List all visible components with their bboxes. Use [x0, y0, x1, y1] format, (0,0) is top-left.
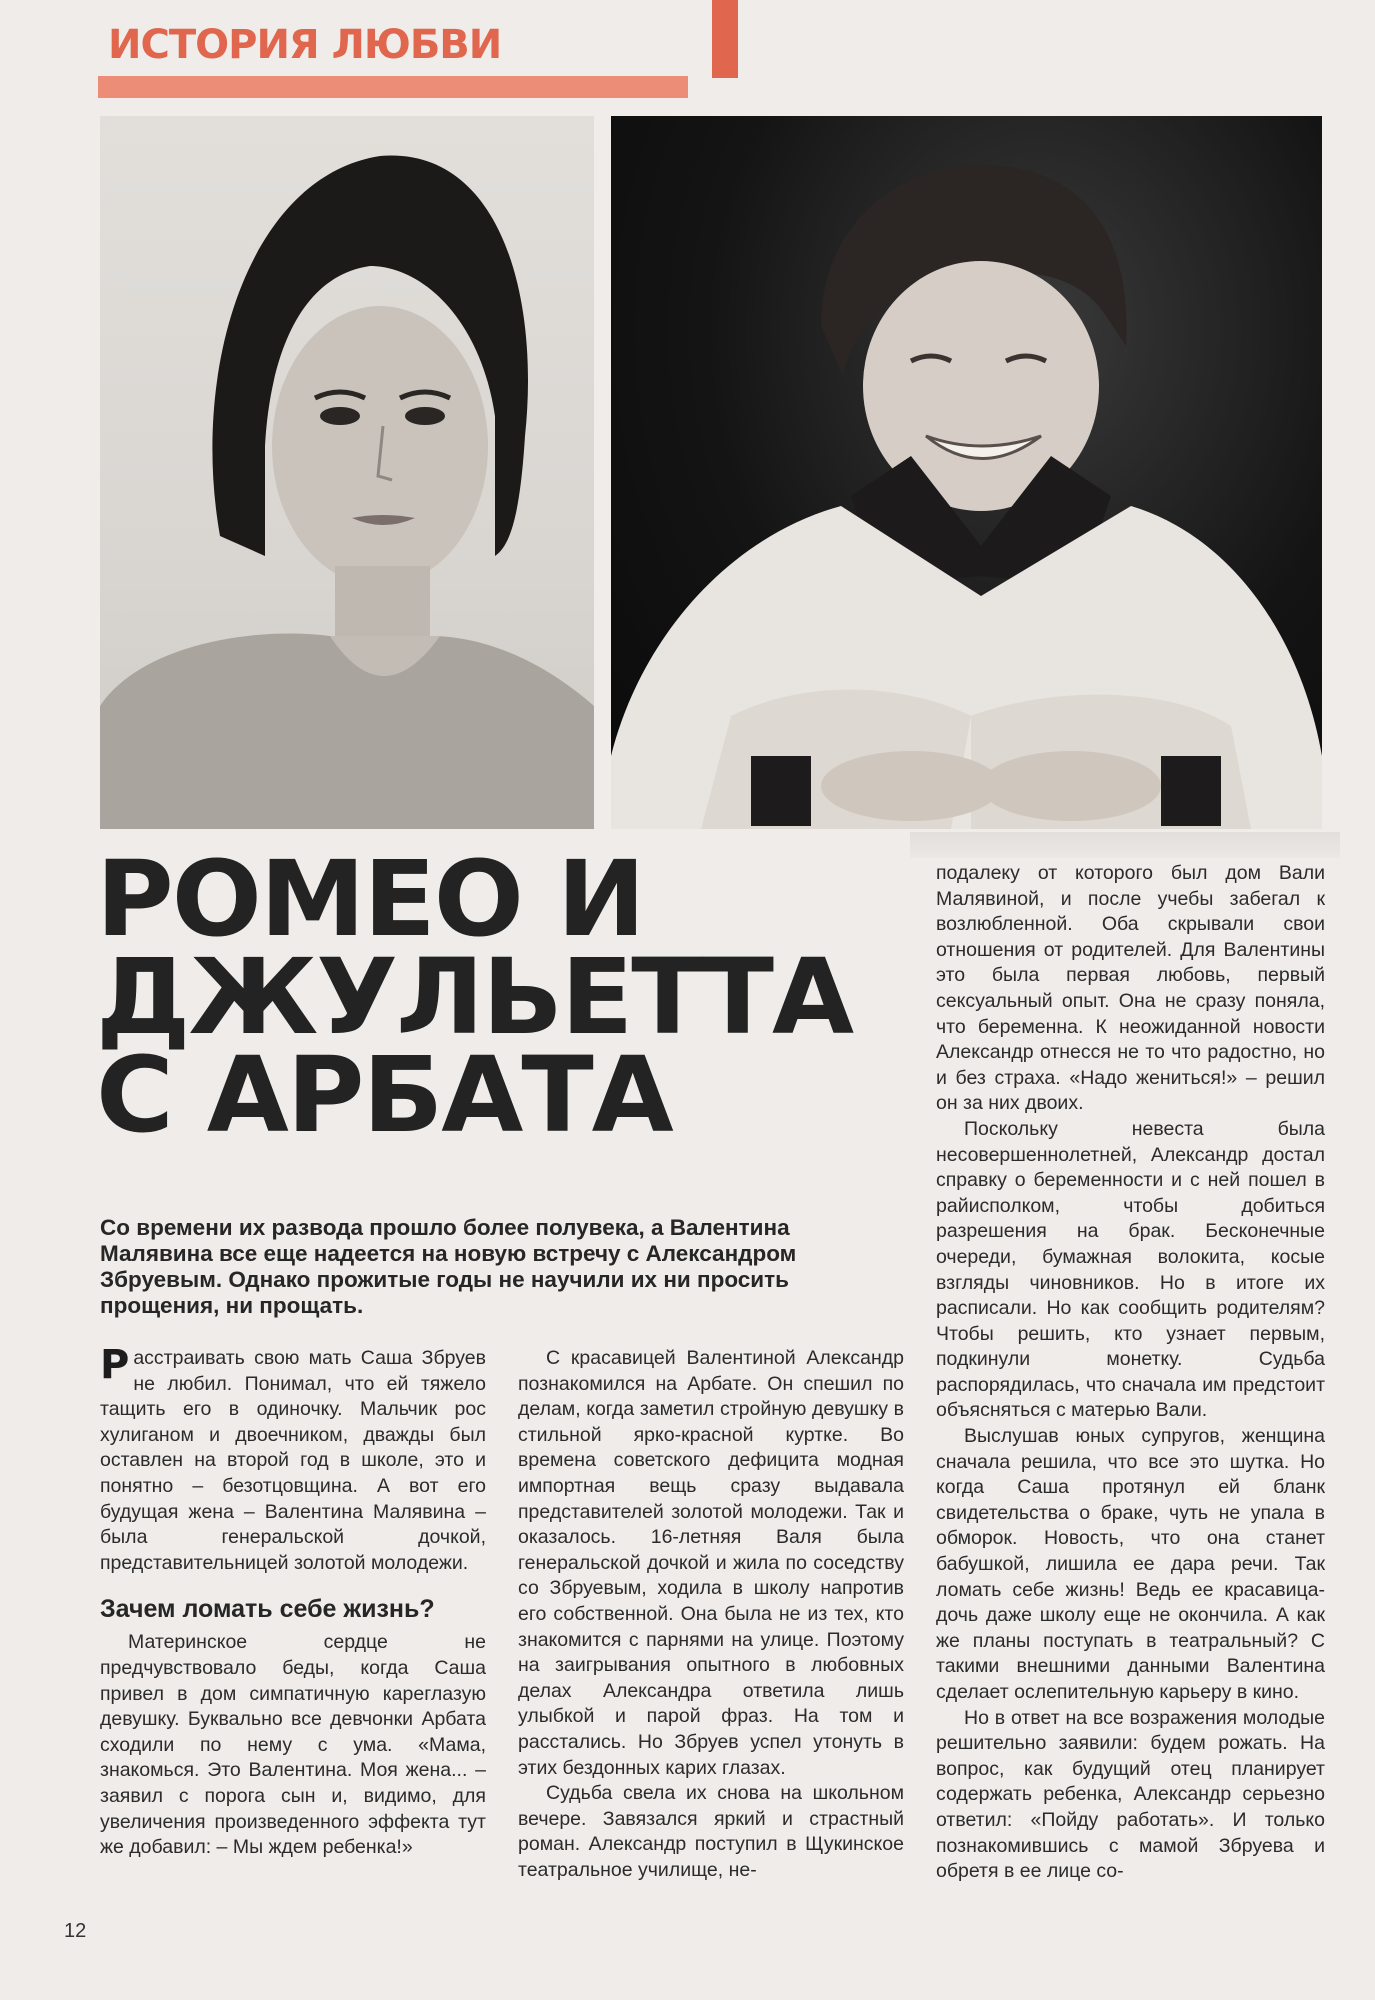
column-3-paragraph-2: Поскольку невеста была несовершеннолетней, Александр достал справку о беременности и с ней пошел в райисполком, чтобы добиться разрешения на брак. Бесконечные очереди, бумажная волокита, косые взгляды чиновников. Но в итоге их расписали. Но как сообщить родителям? Чтобы решить, кто узнает первым, подкинули монетку. Судьба распорядилась, что сначала им предстоит объясняться с матерью Вали. [936, 1117, 1325, 1422]
column-1-paragraph-1-text: асстраивать свою мать Саша Збруев не любил. Понимал, что ей тяжело тащить его в одиночку. Мальчик рос хулиганом и двоечником, дважды был оставлен на второй год в школе, это и понятно – безотцовщина. А вот его будущая жена – Валентина Малявина – была генеральской дочкой, представительницей золотой молодежи. [100, 1347, 486, 1574]
article-column-1 [100, 1342, 486, 1861]
page-number: 12 [64, 1920, 87, 1942]
column-2-paragraph-2: Судьба свела их снова на школьном вечере. Завязался яркий и страстный роман. Александр поступил в Щукинское театральное училище, не- [518, 1782, 904, 1881]
portrait-man-photo [611, 116, 1322, 829]
article-column-2 [518, 1346, 904, 1883]
column-1-paragraph-2: Материнское сердце не предчувствовало беды, когда Саша привел в дом симпатичную кареглазую девушку. Буквально все девчонки Арбата сходили по нему с ума. «Мама, знакомься. Это Валентина. Моя жена... – заявил с порога сын и, видимо, для увеличения произведенного эффекта тут же добавил: – Мы ждем ребенка!» [100, 1631, 486, 1859]
headline-line-1: РОМЕО И [96, 838, 644, 960]
rubric-accent-tab [712, 0, 738, 78]
rubric-underline-bar [98, 76, 688, 98]
column-3-paragraph-3: Выслушав юных супругов, женщина сначала решила, что все это шутка. Но когда Саша протянул ей бланк свидетельства о браке, чуть не упала в обморок. Новость, что она станет бабушкой, лишила ее дара речи. Так ломать себе жизнь! Ведь ее красавица-дочь даже школу еще не окончила. А как же планы поступать в театральный? С такими внешними данными Валентина сделает ослепительную карьеру в кино. [936, 1425, 1325, 1703]
column-3-paragraph-4: Но в ответ на все возражения молодые решительно заявили: будем рожать. На вопрос, как будущий отец планирует содержать ребенка, Александр серьезно ответил: «Пойду работать». И только познакомившись с мамой Збруева и обретя в ее лице со- [936, 1706, 1325, 1883]
column-1-paragraph-1 [100, 1342, 486, 1576]
headline-line-2: ДЖУЛЬЕТТА [96, 936, 853, 1058]
column-3-paragraph-1: подалеку от которого был дом Вали Малявиной, и после учебы забегал к возлюбленной. Оба скрывали свои отношения от родителей. Для Валентины это была первая любовь, первый сексуальный опыт. Она не сразу поняла, что беременна. К неожиданной новости Александр отнесся не то что радостно, но и без страха. «Надо жениться!» – решил он за них двоих. [936, 862, 1325, 1115]
article-column-3 [936, 861, 1325, 1885]
article-lead: Со времени их развода прошло более полувека, а Валентина Малявина все еще надеется на новую встречу с Александром Збруевым. Однако прожитые годы не научили их ни просить прощения, ни прощать. [100, 1215, 797, 1318]
headline-line-3: С АРБАТА [96, 1034, 672, 1156]
portrait-woman-photo [100, 116, 594, 829]
section-rubric: ИСТОРИЯ ЛЮБВИ [108, 22, 502, 68]
bleed-through-strip [910, 832, 1340, 858]
section-subheading: Зачем ломать себе жизнь? [100, 1595, 435, 1624]
article-headline [96, 838, 932, 1156]
column-2-paragraph-1: С красавицей Валентиной Александр познакомился на Арбате. Он спешил по делам, когда заметил стройную девушку в стильной ярко-красной куртке. Во времена советского дефицита модная импортная вещь сразу выдавала представителей золотой молодежи. Так и оказалось. 16-летняя Валя была генеральской дочкой и жила по соседству со Збруевым, ходила в школу напротив его собственной. Она была не из тех, кто знакомится с парнями на улице. Поэтому на заигрывания опытного в любовных делах Александра ответила лишь улыбкой и парой фраз. На том и расстались. Но Збруев успел утонуть в этих бездонных карих глазах. [518, 1347, 904, 1779]
drop-cap: Р [100, 1342, 130, 1388]
